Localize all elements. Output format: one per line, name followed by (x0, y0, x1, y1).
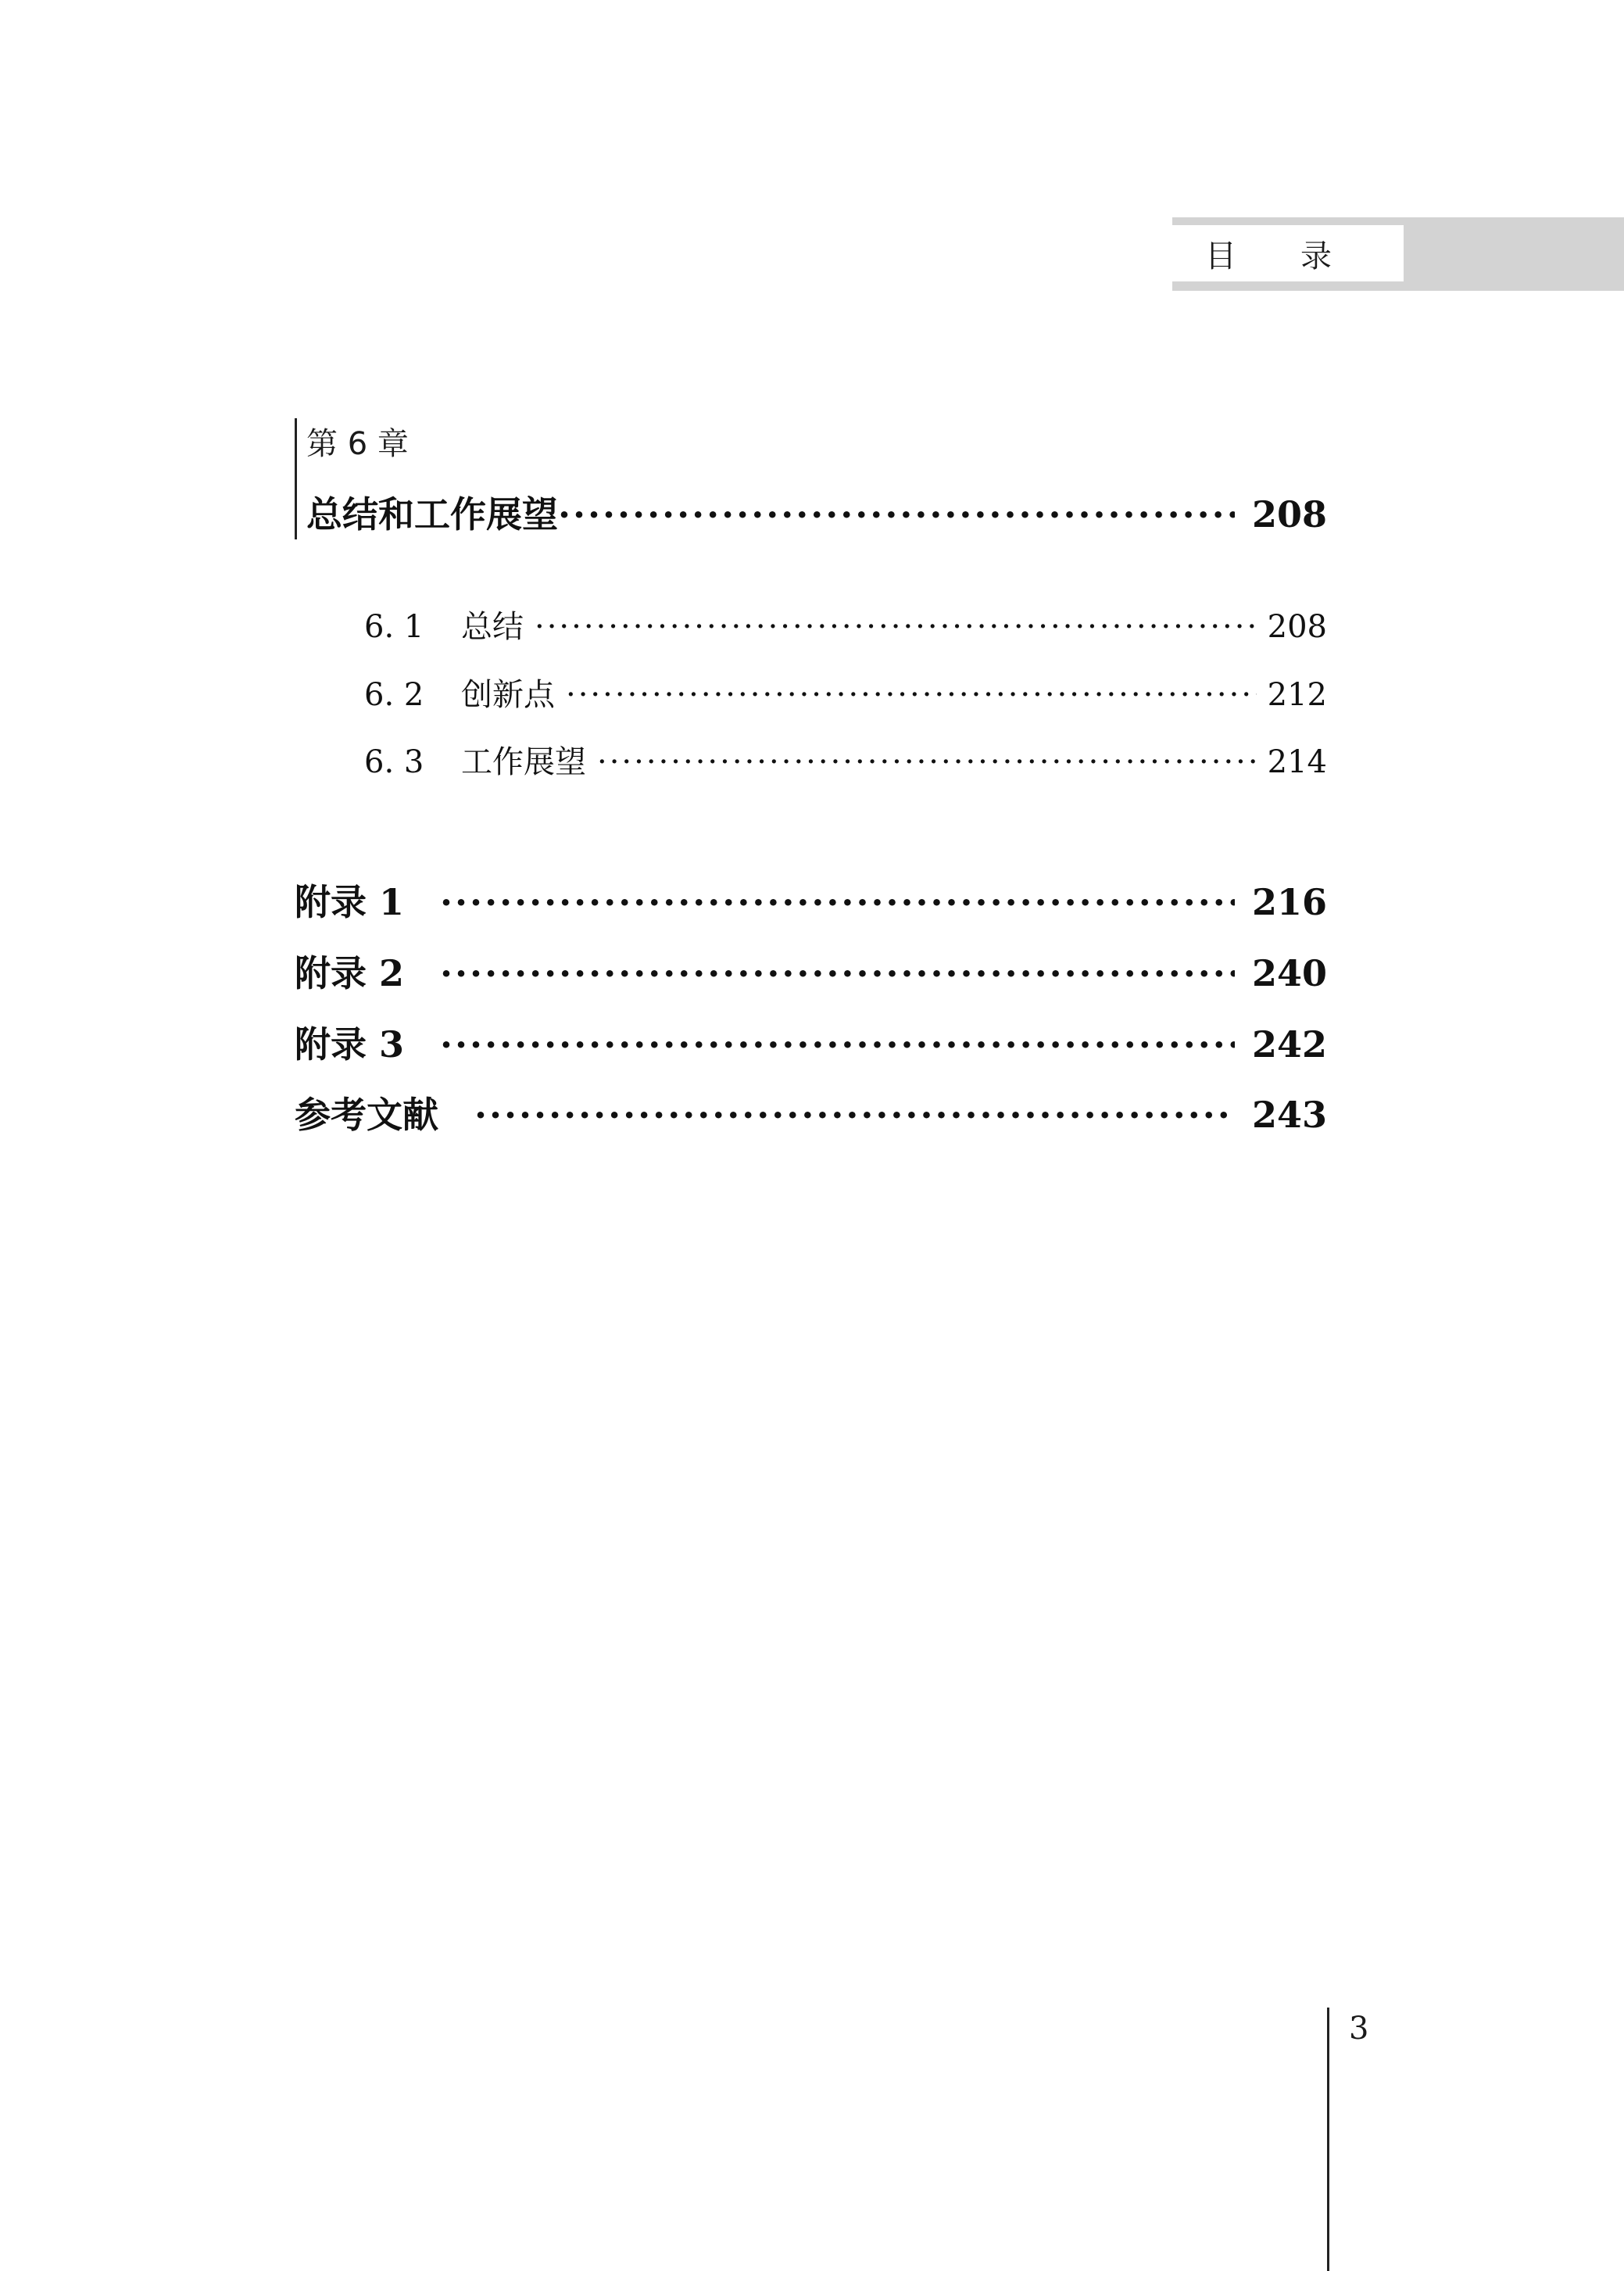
toc-entry-label (364, 670, 555, 715)
section-number: 6. 1 (364, 609, 424, 645)
toc-entry-page: 212 (1267, 677, 1327, 713)
toc-entry-chapter-6[interactable] (306, 486, 1327, 538)
dot-leader (566, 677, 1257, 713)
toc-entry-section-6-2[interactable] (364, 670, 1327, 715)
dot-leader (558, 493, 1235, 536)
section-title: 总结 (461, 609, 524, 645)
dot-leader (440, 881, 1235, 923)
toc-entry-section-6-1[interactable] (364, 602, 1327, 647)
section-title: 创新点 (461, 677, 555, 713)
toc-entry-page: 216 (1251, 881, 1327, 923)
dot-leader (440, 952, 1235, 994)
toc-entry-title: 附录 1 (295, 881, 405, 923)
page-number: 3 (1349, 2011, 1369, 2047)
toc-entry-appendix-2[interactable] (295, 945, 1327, 997)
toc-entry-appendix-3[interactable] (295, 1016, 1327, 1068)
chapter-label: 第 6 章 (306, 426, 409, 462)
toc-entry-label (364, 602, 524, 647)
toc-entry-section-6-3[interactable] (364, 737, 1327, 782)
page-number-rule (1327, 2008, 1329, 2271)
header-tab (1172, 225, 1404, 281)
toc-entry-page: 214 (1267, 744, 1327, 780)
toc-entry-appendix-1[interactable] (295, 874, 1327, 926)
dot-leader (474, 1094, 1235, 1136)
toc-entry-title: 附录 2 (295, 952, 405, 994)
chapter-rule (295, 418, 297, 539)
section-number: 6. 3 (364, 744, 424, 780)
toc-entry-page: 208 (1251, 493, 1327, 536)
dot-leader (535, 609, 1257, 645)
section-number: 6. 2 (364, 677, 424, 713)
dot-leader (597, 744, 1257, 780)
toc-entry-label (364, 737, 586, 782)
toc-entry-title: 参考文献 (295, 1094, 438, 1136)
toc-entry-title: 总结和工作展望 (306, 493, 558, 536)
section-title: 工作展望 (461, 744, 586, 780)
toc-entry-page: 243 (1251, 1094, 1327, 1136)
dot-leader (440, 1023, 1235, 1066)
toc-entry-title: 附录 3 (295, 1023, 405, 1066)
toc-entry-page: 240 (1251, 952, 1327, 994)
toc-entry-page: 242 (1251, 1023, 1327, 1066)
header-title: 目录 (1205, 238, 1396, 274)
toc-entry-page: 208 (1267, 609, 1327, 645)
toc-entry-references[interactable] (295, 1087, 1327, 1138)
